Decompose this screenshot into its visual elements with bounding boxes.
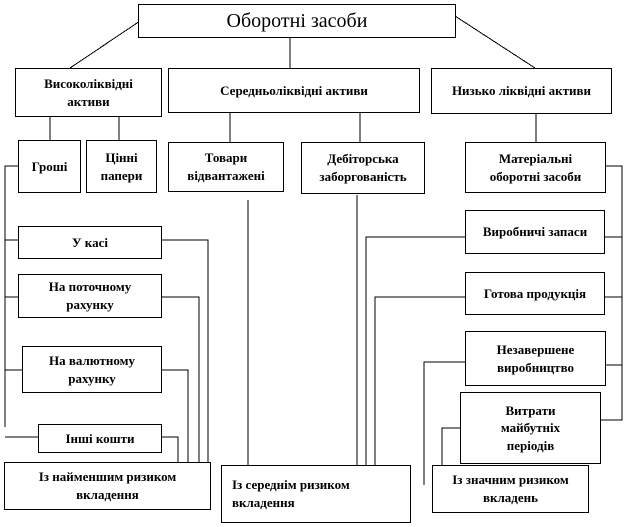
node-current-assets: Оборотні засоби bbox=[138, 4, 456, 38]
node-high-liquid-assets: Високоліквідні активи bbox=[15, 68, 162, 117]
node-high-risk: Із значним ризиком вкладень bbox=[432, 465, 589, 513]
connector-stocks-risk bbox=[366, 237, 465, 465]
node-low-liquid-assets: Низько ліквідні активи bbox=[431, 68, 612, 114]
node-securities: Цінні папери bbox=[86, 140, 157, 193]
connector-expenses-risk bbox=[442, 428, 460, 465]
node-money: Гроші bbox=[18, 140, 81, 193]
node-current-account: На поточному рахунку bbox=[18, 274, 162, 318]
node-future-expenses: Витрати майбутніх періодів bbox=[460, 392, 601, 464]
connector-finished-risk bbox=[375, 297, 465, 465]
node-medium-risk: Із середнім ризиком вкладення bbox=[221, 465, 411, 523]
connector-cash-risk bbox=[162, 240, 208, 462]
connector-other-risk bbox=[162, 437, 178, 462]
connector-root-low bbox=[455, 16, 535, 68]
node-shipped-goods: Товари відвантажені bbox=[168, 142, 284, 192]
node-lowest-risk: Із найменшим ризиком вкладення bbox=[4, 462, 211, 510]
node-medium-liquid-assets: Середньоліквідні активи bbox=[168, 68, 420, 113]
node-cash-desk: У касі bbox=[18, 226, 162, 259]
node-work-in-progress: Незавершене виробництво bbox=[465, 331, 606, 386]
connector-root-high bbox=[70, 21, 140, 68]
node-finished-products: Готова продукція bbox=[465, 272, 605, 315]
node-production-stocks: Виробничі запаси bbox=[465, 210, 605, 254]
connector-currency-risk bbox=[162, 370, 188, 462]
node-material-assets: Матеріальні оборотні засоби bbox=[465, 142, 606, 193]
node-receivables: Дебіторська заборгованість bbox=[301, 142, 425, 194]
node-currency-account: На валютному рахунку bbox=[22, 346, 162, 393]
node-other-funds: Інші кошти bbox=[38, 424, 162, 453]
